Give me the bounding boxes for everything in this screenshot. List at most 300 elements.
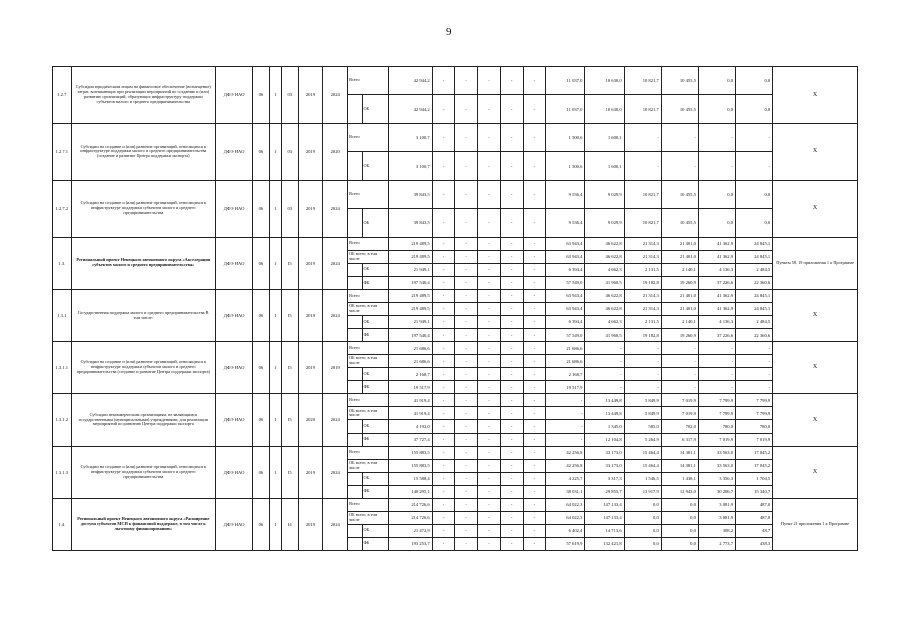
year-value: - (500, 498, 523, 511)
year-value: - (500, 180, 523, 208)
year-value: - (478, 524, 501, 537)
year-value: - (455, 498, 478, 511)
year-value: 64 022,3 (546, 498, 585, 511)
year-value: 3 081,9 (698, 511, 735, 524)
year-value: - (432, 368, 455, 381)
year-value: - (585, 381, 624, 394)
year-value: - (523, 368, 546, 381)
year-value: - (455, 209, 478, 237)
row-executor: ДФЭ НАО (216, 237, 253, 289)
year-value: - (500, 329, 523, 342)
year-value: - (523, 407, 546, 420)
year-value: - (478, 329, 501, 342)
year-value: - (455, 329, 478, 342)
year-value: 9 536,4 (546, 180, 585, 208)
row-description: Региональный проект Ненецкого автономного округа «Расширение доступа субъектов МСП к финансовой поддержке, в том числе к льготному финансированию» (71, 498, 215, 550)
year-value: 7 799,9 (698, 407, 735, 420)
row-executor: ДФЭ НАО (216, 498, 253, 550)
row-code-1: 06 (253, 180, 270, 237)
source-label: ОБ (362, 152, 389, 180)
year-value: - (432, 537, 455, 550)
year-value: 3 356,3 (698, 472, 735, 485)
source-label: ОБ (362, 209, 389, 237)
year-value: - (500, 355, 523, 368)
row-code-3: 03 (282, 67, 299, 124)
row-description: Субсидии на создание и (или) развитие организаций, относящихся к инфраструктуре поддержки субъектов малого и среднего предпринимательства (создание и развитие Центра поддержки экспорта) (71, 342, 215, 394)
total-value: 21 686,6 (389, 355, 432, 368)
year-value: 0,0 (698, 209, 735, 237)
year-value: 0,0 (698, 95, 735, 123)
year-value: - (455, 303, 478, 316)
total-value: 214 726,6 (389, 498, 432, 511)
source-label: ОБ всего, в том числе (348, 407, 389, 420)
year-value: - (478, 420, 501, 433)
year-value: 41 960,5 (585, 276, 624, 289)
year-value: - (478, 67, 501, 95)
row-executor: ДФЭ НАО (216, 180, 253, 237)
year-value: - (432, 524, 455, 537)
year-value: 147 133,4 (585, 498, 624, 511)
row-start-year: 2019 (298, 290, 323, 342)
year-value: - (624, 123, 661, 151)
row-description: Региональный проект Ненецкого автономного округа «Акселерация субъектов малого и среднего предпринимательства» (71, 237, 215, 289)
year-value: 780,0 (736, 420, 773, 433)
year-value: 4 662,3 (585, 263, 624, 276)
year-value: - (478, 394, 501, 407)
year-value: 46 622,8 (585, 290, 624, 303)
year-value: 7 019,9 (661, 407, 698, 420)
year-value: 5 849,9 (624, 394, 661, 407)
row-code-2: 1 (269, 394, 281, 446)
year-value: 48,7 (736, 524, 773, 537)
year-value: - (500, 209, 523, 237)
year-value: 7 019,9 (661, 394, 698, 407)
year-value: - (432, 472, 455, 485)
year-value: - (478, 368, 501, 381)
row-end-year: 2024 (323, 67, 348, 124)
year-value: 30 206,7 (698, 485, 735, 498)
row-start-year: 2019 (298, 446, 323, 498)
row-code: 1.3.1 (53, 290, 72, 342)
year-value: 5 849,9 (624, 407, 661, 420)
table-row (53, 394, 858, 407)
total-value: 219 489,5 (389, 250, 432, 263)
year-value: - (500, 123, 523, 151)
source-spacer (348, 316, 362, 329)
year-value: - (500, 303, 523, 316)
year-value: - (478, 123, 501, 151)
source-spacer (348, 485, 362, 498)
year-value: 1 546,5 (624, 472, 661, 485)
year-value: - (432, 355, 455, 368)
year-value: 57 549,0 (546, 276, 585, 289)
year-value: 15 464,4 (624, 446, 661, 459)
year-value: - (546, 407, 585, 420)
year-value: - (478, 472, 501, 485)
year-value: 2 131,5 (624, 316, 661, 329)
year-value: 0,0 (661, 511, 698, 524)
table-row (53, 342, 858, 355)
row-executor: ДФЭ НАО (216, 67, 253, 124)
year-value: - (523, 472, 546, 485)
source-label: ОБ (362, 524, 389, 537)
total-value: 3 100,7 (389, 152, 432, 180)
year-value: 10 821,7 (624, 180, 661, 208)
row-start-year: 2020 (298, 394, 323, 446)
year-value: - (455, 355, 478, 368)
year-value: - (523, 237, 546, 250)
total-value: 42 944,2 (389, 95, 432, 123)
year-value: - (455, 263, 478, 276)
year-value: - (698, 368, 735, 381)
year-value: - (546, 433, 585, 446)
year-value: 11 037,0 (546, 95, 585, 123)
year-value: - (432, 303, 455, 316)
year-value: - (432, 276, 455, 289)
year-value: - (455, 316, 478, 329)
year-value: - (432, 407, 455, 420)
total-value: 19 517,9 (389, 381, 432, 394)
total-value: 21 949,1 (389, 263, 432, 276)
year-value: - (523, 67, 546, 95)
year-value: - (698, 342, 735, 355)
row-code: 1.2.7.1 (53, 123, 72, 180)
row-note: X (773, 67, 858, 124)
row-end-year: 2020 (323, 123, 348, 180)
row-code-2: 1 (269, 67, 281, 124)
year-value: - (500, 263, 523, 276)
year-value: - (478, 237, 501, 250)
year-value: 132 421,8 (585, 537, 624, 550)
year-value: 1 500,6 (546, 123, 585, 151)
year-value: - (455, 95, 478, 123)
year-value: 64 022,3 (546, 511, 585, 524)
year-value: - (523, 381, 546, 394)
year-value: - (523, 433, 546, 446)
source-spacer (348, 420, 362, 433)
year-value: 17 045,2 (736, 446, 773, 459)
source-label: ОБ (362, 472, 389, 485)
total-value: 4 192,0 (389, 420, 432, 433)
year-value: - (455, 152, 478, 180)
year-value: 15 340,7 (736, 485, 773, 498)
total-value: 193 253,7 (389, 537, 432, 550)
row-code-2: 1 (269, 180, 281, 237)
year-value: - (478, 537, 501, 550)
year-value: 1 600,1 (585, 152, 624, 180)
row-code-2: 1 (269, 446, 281, 498)
year-value: 14 713,6 (585, 524, 624, 537)
year-value: 41 362,9 (698, 303, 735, 316)
row-code-3: I5 (282, 237, 299, 289)
year-value: - (478, 511, 501, 524)
row-code-1: 06 (253, 237, 270, 289)
row-start-year: 2019 (298, 180, 323, 237)
year-value: 147 133,4 (585, 511, 624, 524)
year-value: 0,0 (624, 524, 661, 537)
source-spacer (348, 329, 362, 342)
row-end-year: 2024 (323, 290, 348, 342)
year-value: - (661, 355, 698, 368)
year-value: - (661, 381, 698, 394)
year-value: 10 630,0 (585, 67, 624, 95)
year-value: 41 362,9 (698, 290, 735, 303)
row-code-3: I5 (282, 394, 299, 446)
year-value: 2 140,1 (661, 263, 698, 276)
year-value: 1 438,1 (661, 472, 698, 485)
year-value: 0,0 (698, 180, 735, 208)
year-value: - (455, 407, 478, 420)
row-code-1: 06 (253, 498, 270, 550)
year-value: 21 401,0 (661, 303, 698, 316)
year-value: 24 845,1 (736, 250, 773, 263)
year-value: - (478, 250, 501, 263)
source-spacer (348, 433, 362, 446)
year-value: - (500, 276, 523, 289)
year-value: - (523, 459, 546, 472)
total-value: 37 727,4 (389, 433, 432, 446)
row-code: 1.3.1.2 (53, 394, 72, 446)
year-value: - (432, 237, 455, 250)
row-note: X (773, 180, 858, 237)
table-row (53, 446, 858, 459)
year-value: 0,0 (736, 95, 773, 123)
total-value: 21 686,6 (389, 342, 432, 355)
row-code-1: 06 (253, 290, 270, 342)
year-value: 10 455,5 (661, 209, 698, 237)
year-value: 15 464,4 (624, 459, 661, 472)
total-value: 39 843,5 (389, 209, 432, 237)
row-code-3: 03 (282, 123, 299, 180)
year-value: - (523, 355, 546, 368)
year-value: 41 362,9 (698, 237, 735, 250)
year-value: 21 314,3 (624, 303, 661, 316)
row-end-year: 2024 (323, 446, 348, 498)
row-note: Пункты 58, 19 приложения 1 к Программе (773, 237, 858, 289)
year-value: - (585, 368, 624, 381)
source-label: Всего (348, 67, 389, 95)
year-value: - (661, 342, 698, 355)
year-value: 0,0 (698, 67, 735, 95)
table-row (53, 290, 858, 303)
year-value: - (523, 250, 546, 263)
row-code-1: 06 (253, 342, 270, 394)
year-value: - (500, 95, 523, 123)
year-value: - (523, 290, 546, 303)
row-code-3: 03 (282, 180, 299, 237)
total-value: 21 472,9 (389, 524, 432, 537)
row-note: X (773, 446, 858, 498)
row-code-1: 06 (253, 394, 270, 446)
year-value: 14 381,1 (661, 446, 698, 459)
year-value: 487,0 (736, 498, 773, 511)
row-executor: ДФЭ НАО (216, 290, 253, 342)
year-value: - (478, 407, 501, 420)
year-value: - (523, 498, 546, 511)
year-value: 24 845,1 (736, 237, 773, 250)
year-value: 4 136,3 (698, 263, 735, 276)
year-value: - (500, 433, 523, 446)
year-value: - (432, 152, 455, 180)
row-description: Субсидии на создание и (или) развитие организаций, относящихся к инфраструктуре поддержки субъектов малого и среднего предпринимательства (71, 446, 215, 498)
year-value: - (478, 263, 501, 276)
year-value: 22 360,6 (736, 329, 773, 342)
year-value: - (523, 524, 546, 537)
year-value: 42 256,8 (546, 446, 585, 459)
year-value: - (432, 446, 455, 459)
year-value: 21 686,6 (546, 342, 585, 355)
source-label: ОБ всего, в том числе (348, 250, 389, 263)
year-value: - (432, 250, 455, 263)
year-value: - (523, 316, 546, 329)
table-row (53, 123, 858, 151)
source-label: ОБ всего, в том числе (348, 355, 389, 368)
year-value: 7 799,9 (698, 394, 735, 407)
total-value: 15 588,4 (389, 472, 432, 485)
year-value: 63 943,4 (546, 290, 585, 303)
year-value: - (455, 472, 478, 485)
source-spacer (348, 152, 362, 180)
year-value: 7 019,9 (736, 433, 773, 446)
row-code-3: I5 (282, 446, 299, 498)
year-value: 24 845,1 (736, 290, 773, 303)
year-value: 6 317,9 (661, 433, 698, 446)
total-value: 219 489,5 (389, 237, 432, 250)
source-spacer (348, 368, 362, 381)
row-description: Субсидии на создание и (или) развитие организаций, относящихся к инфраструктуре поддержки субъектов малого и среднего предпринимательства (71, 180, 215, 237)
year-value: - (478, 209, 501, 237)
year-value: 0,0 (736, 180, 773, 208)
year-value: - (523, 329, 546, 342)
source-label: ФБ (362, 329, 389, 342)
year-value: 308,2 (698, 524, 735, 537)
year-value: 2 131,5 (624, 263, 661, 276)
row-start-year: 2019 (298, 342, 323, 394)
year-value: - (478, 152, 501, 180)
row-end-year: 2024 (323, 180, 348, 237)
row-code-3: I4 (282, 498, 299, 550)
total-value: 197 540,4 (389, 329, 432, 342)
year-value: - (478, 446, 501, 459)
year-value: 0,0 (661, 537, 698, 550)
row-note: X (773, 290, 858, 342)
year-value: 0,0 (736, 209, 773, 237)
source-label: ОБ всего, в том числе (348, 459, 389, 472)
year-value: 12 943,0 (661, 485, 698, 498)
source-label: ФБ (362, 276, 389, 289)
year-value: - (500, 524, 523, 537)
year-value: - (523, 485, 546, 498)
budget-table (52, 66, 858, 551)
year-value: - (455, 511, 478, 524)
year-value: - (523, 420, 546, 433)
year-value: - (698, 355, 735, 368)
year-value: - (500, 342, 523, 355)
year-value: - (478, 303, 501, 316)
year-value: - (585, 355, 624, 368)
year-value: 21 314,3 (624, 237, 661, 250)
year-value: - (624, 152, 661, 180)
year-value: - (523, 394, 546, 407)
year-value: 4 225,7 (546, 472, 585, 485)
row-description: Субсидии юридическим лицам на финансовое обеспечение (возмещение) затрат, возникающих при реализации мероприятий по созданию и (или) развитию организаций, образующих инфраструктуру поддержки субъектов малого и среднего предпринимательства (71, 67, 215, 124)
row-end-year: 2024 (323, 498, 348, 550)
row-code-1: 06 (253, 446, 270, 498)
row-executor: ДФЭ НАО (216, 446, 253, 498)
year-value: - (500, 537, 523, 550)
year-value: 6 402,4 (546, 524, 585, 537)
year-value: - (455, 368, 478, 381)
year-value: 2 484,5 (736, 316, 773, 329)
year-value: 63 943,4 (546, 237, 585, 250)
row-note: X (773, 394, 858, 446)
year-value: - (478, 276, 501, 289)
year-value: 21 401,0 (661, 250, 698, 263)
year-value: 6 394,4 (546, 263, 585, 276)
year-value: - (523, 276, 546, 289)
year-value: - (500, 152, 523, 180)
year-value: 10 455,5 (661, 67, 698, 95)
year-value: - (432, 498, 455, 511)
row-note: X (773, 123, 858, 180)
year-value: 2 484,5 (736, 263, 773, 276)
year-value: - (523, 511, 546, 524)
row-description: Субсидии некоммерческим организациям, не являющимся государственными (муниципальными) учреждениями, для реализации мероприятий по развитию Центра поддержки экспорта (71, 394, 215, 446)
year-value: - (661, 123, 698, 151)
year-value: - (500, 511, 523, 524)
year-value: 0,0 (624, 537, 661, 550)
year-value: - (455, 237, 478, 250)
year-value: - (523, 263, 546, 276)
year-value: 12 104,8 (585, 433, 624, 446)
year-value: - (523, 209, 546, 237)
year-value: 13 449,8 (585, 407, 624, 420)
year-value: 33 563,0 (698, 459, 735, 472)
year-value: 10 821,7 (624, 95, 661, 123)
row-code-2: 1 (269, 498, 281, 550)
year-value: - (478, 355, 501, 368)
year-value: - (523, 446, 546, 459)
year-value: - (455, 394, 478, 407)
year-value: 487,0 (736, 511, 773, 524)
total-value: 21 949,1 (389, 316, 432, 329)
year-value: 57 619,9 (546, 537, 585, 550)
total-value: 3 100,7 (389, 123, 432, 151)
year-value: 1 704,5 (736, 472, 773, 485)
row-code: 1.3.1.3 (53, 446, 72, 498)
row-code-1: 06 (253, 123, 270, 180)
year-value: - (698, 152, 735, 180)
year-value: - (455, 433, 478, 446)
year-value: - (432, 329, 455, 342)
year-value: - (500, 472, 523, 485)
table-row (53, 180, 858, 208)
year-value: - (500, 407, 523, 420)
row-start-year: 2019 (298, 67, 323, 124)
source-spacer (348, 381, 362, 394)
year-value: 37 226,6 (698, 329, 735, 342)
year-value: 9 029,9 (585, 180, 624, 208)
year-value: - (736, 355, 773, 368)
year-value: 46 622,8 (585, 237, 624, 250)
year-value: 13 917,9 (624, 485, 661, 498)
year-value: 1 500,6 (546, 152, 585, 180)
year-value: - (432, 511, 455, 524)
year-value: 46 622,8 (585, 250, 624, 263)
year-value: - (500, 394, 523, 407)
year-value: - (455, 67, 478, 95)
year-value: 57 549,0 (546, 329, 585, 342)
